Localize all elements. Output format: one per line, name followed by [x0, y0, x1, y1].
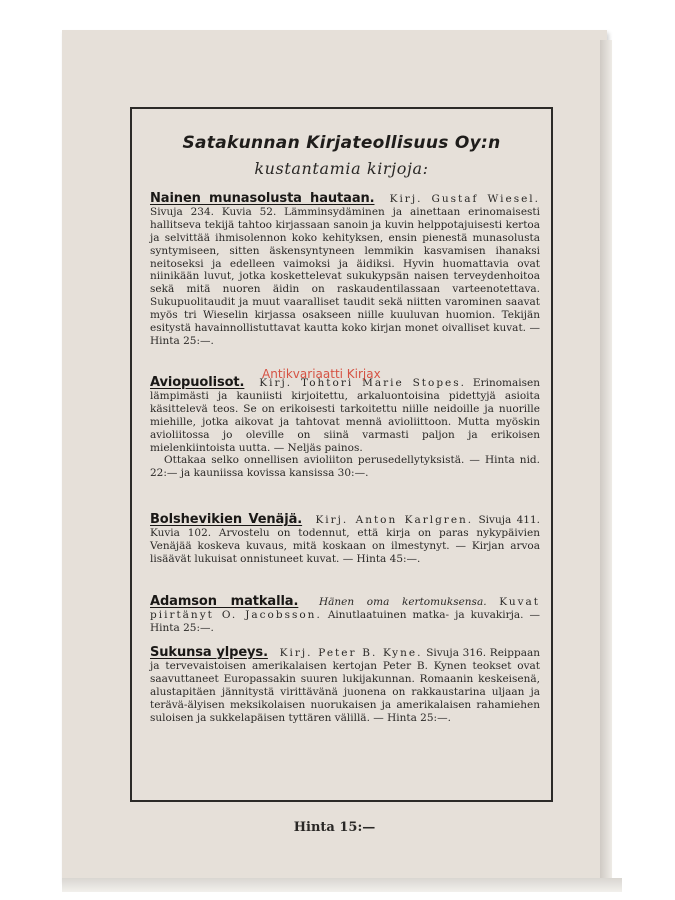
book-bottom-edge — [62, 878, 622, 892]
book-title: Bolshevikien Venäjä. — [150, 512, 303, 527]
book-description: Sivuja 411. Kuvia 102. Arvostelu on todennut, että kirja on paras nykypäivien Venäjää koskeva kuvaus, mitä koskaan on ilmestynyt. — Kirjan arvoa lisäävät lukuisat onnistuneet kuvat. — Hinta 45:—. — [150, 514, 540, 565]
book-subtitle: Hänen oma kertomuksensa. — [318, 596, 487, 608]
book-description: Sivuja 234. Kuvia 52. Lämminsydäminen ja ainettaan erinomaisesti hallitseva tekijä tahtoo kirjassaan sanoin ja kuvin helppotajuisesti kertoa ja selvittää ihmisolennon koko kehityksen, ensin pienestä munasolusta syntymiseen, sitten äskensyntyneen lemmikin kasvamisen ihanaksi neitoseksi ja edelleen vaimoksi ja äidiksi. Hyvin huomattavia ovat niinikään luvut, jotka koskettelevat sukukypsän naisen terveydenhoitoa sekä mitä nuoren äidin on raskaudentilassaan varteenotettava. Sukupuolitaudit ja muut vaaralliset taudit sekä niitten varominen saavat myös tri Wieselin kirjassa osakseen niille kuuluvan huomion. Tekijän esitystä havainnollistuttavat kautta koko kirjan monet oivalliset kuvat. — Hinta 25:—. — [150, 205, 540, 347]
watermark-text: Antikvariaatti Kirjax — [262, 367, 381, 381]
book-description: Ainutlaatuinen matka- ja kuvakirja. — Hinta 25:—. — [150, 608, 541, 634]
book-entry — [150, 193, 540, 348]
book-entry — [150, 647, 540, 724]
book-page-edge — [600, 40, 612, 885]
book-title: Nainen munasolusta hautaan. — [150, 191, 375, 206]
book-title: Sukunsa ylpeys. — [150, 645, 268, 660]
book-description-extra: Ottakaa selko onnellisen avioliiton perusedellytyksistä. — Hinta nid. 22:— ja kauniissa kovissa kansissa 30:—. — [150, 454, 540, 480]
book-entry — [150, 377, 540, 480]
book-author: Kirj. Anton Karlgren. — [315, 514, 474, 526]
catalog-subtitle: kustantamia kirjoja: — [254, 159, 429, 178]
book-back-cover — [62, 30, 607, 880]
book-author: Kirj. Peter B. Kyne. — [279, 647, 423, 659]
book-entry — [150, 596, 540, 635]
book-title: Adamson matkalla. — [150, 594, 299, 609]
book-author: Kirj. Tohtori Marie Stopes. — [259, 377, 467, 389]
catalog-frame — [130, 107, 553, 802]
publisher-name: Satakunnan Kirjateollisuus Oy:n — [182, 133, 501, 153]
book-description: Sivuja 316. Reippaan ja tervevaistoisen amerikalaisen kertojan Peter B. Kynen teokset ovat saavuttaneet Europassakin suuren lukijakunnan. Romaanin keskeisenä, alustapitäen jännitystä virittävänä juonena on rakkaustarina uljaan ja terävä-älyisen meksikolaisen nuorukaisen ja amerikalaisen rahamiehen suloisen ja sukkelapäisen tyttären välillä. — Hinta 25:—. — [150, 647, 541, 724]
cover-price: Hinta 15:— — [293, 820, 376, 835]
book-author: Kuvat piirtänyt O. Jacobsson. — [150, 596, 540, 621]
book-description: Erinomaisen lämpimästi ja kauniisti kirjoitettu, arkaluontoisina pidettyjä asioita käsittelevä teos. Se on erikoisesti tarkoitettu niille neidoille ja nuorille miehille, jotka aikovat ja tahtovat mennä avioliittoon. Mutta myöskin avioliitossa jo oleville on siinä varmasti paljon ja erikoisen mielenkiintoista uutta. — Neljäs painos. — [150, 377, 540, 454]
book-entry — [150, 514, 540, 566]
book-author: Kirj. Gustaf Wiesel. — [389, 193, 540, 205]
book-title: Aviopuolisot. — [150, 375, 245, 390]
